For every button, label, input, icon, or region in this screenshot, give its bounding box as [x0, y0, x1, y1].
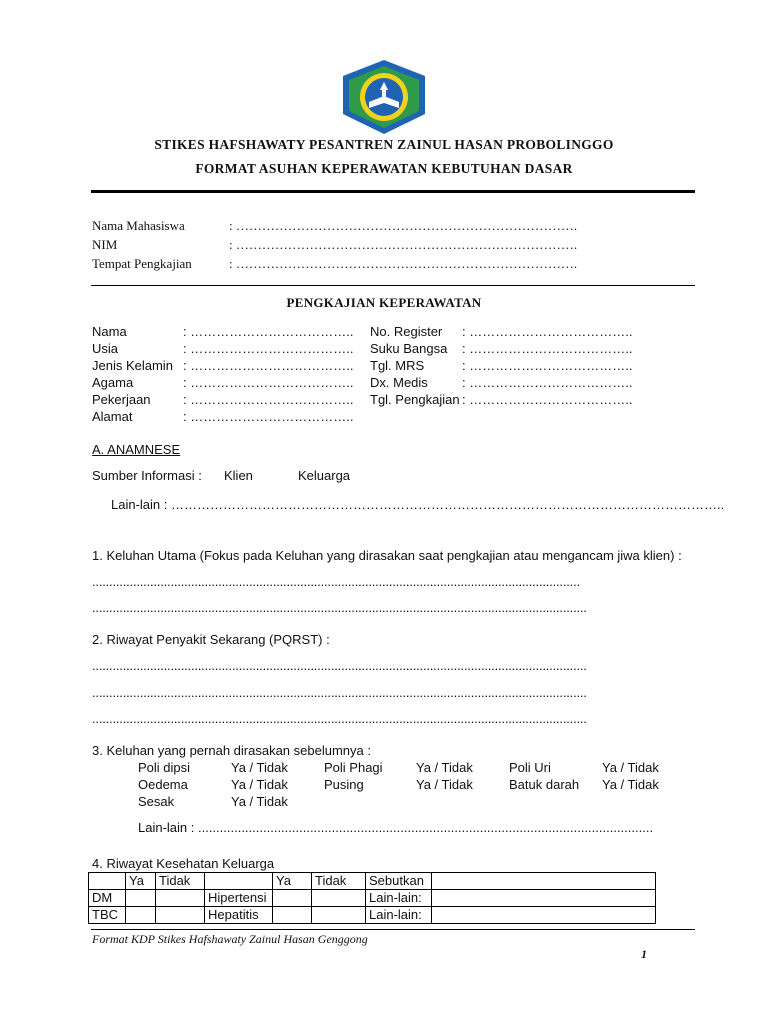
q1-chief-complaint: 1. Keluhan Utama (Fokus pada Keluhan yang dirasakan saat pengkajian atau mengancam jiwa klien) :	[92, 548, 682, 563]
logo-emblem-icon	[339, 58, 429, 136]
patient-label-name: Nama	[92, 324, 127, 339]
table-header-cell: Tidak	[312, 873, 366, 890]
q3-item-label: Oedema	[138, 777, 188, 792]
table-header-cell: Tidak	[156, 873, 205, 890]
patient-field-assessment-date[interactable]: : ………………………………..	[462, 392, 633, 407]
q3-item-choice[interactable]: Ya / Tidak	[416, 760, 473, 775]
table-cell: Lain-lain:	[366, 907, 432, 924]
source-info-label: Sumber Informasi :	[92, 468, 202, 483]
patient-label-address: Alamat	[92, 409, 133, 424]
anamnese-heading: A. ANAMNESE	[92, 442, 181, 457]
patient-label-register: No. Register	[370, 324, 443, 339]
table-checkbox-cell[interactable]	[312, 907, 366, 924]
patient-field-religion[interactable]: : ………………………………..	[183, 375, 354, 390]
student-divider	[91, 285, 695, 286]
table-checkbox-cell[interactable]	[273, 907, 312, 924]
table-checkbox-cell[interactable]	[126, 907, 156, 924]
q3-item-label: Sesak	[138, 794, 175, 809]
table-header-cell: Ya	[126, 873, 156, 890]
q3-item-choice[interactable]: Ya / Tidak	[231, 777, 288, 792]
table-cell	[432, 873, 656, 890]
student-field-name[interactable]: : …………………………………………………………………….	[229, 218, 578, 233]
q3-item-label: Poli Phagi	[324, 760, 383, 775]
student-label-place: Tempat Pengkajian	[92, 256, 192, 271]
student-field-nim[interactable]: : …………………………………………………………………….	[229, 237, 578, 252]
header-divider	[91, 190, 695, 193]
patient-label-diagnosis: Dx. Medis	[370, 375, 428, 390]
source-other-field[interactable]: Lain-lain : ………………………………………………………………………………………………………………..	[111, 497, 725, 512]
table-checkbox-cell[interactable]	[273, 890, 312, 907]
q3-previous-complaints: 3. Keluhan yang pernah dirasakan sebelumnya :	[92, 743, 371, 758]
patient-field-address[interactable]: : ………………………………..	[183, 409, 354, 424]
q3-item-choice[interactable]: Ya / Tidak	[231, 760, 288, 775]
q3-item-label: Pusing	[324, 777, 364, 792]
table-cell: DM	[89, 890, 126, 907]
table-cell: Lain-lain:	[366, 890, 432, 907]
form-title: FORMAT ASUHAN KEPERAWATAN KEBUTUHAN DASAR	[195, 161, 573, 176]
q3-item-label: Batuk darah	[509, 777, 580, 792]
q1-answer-line[interactable]: .................................................................................................................................................	[92, 600, 587, 615]
table-input-cell[interactable]	[432, 890, 656, 907]
table-row	[89, 873, 656, 890]
institution-title: STIKES HAFSHAWATY PESANTREN ZAINUL HASAN PROBOLINGGO	[154, 137, 614, 152]
q3-item-choice[interactable]: Ya / Tidak	[602, 777, 659, 792]
table-cell: Hepatitis	[205, 907, 273, 924]
q2-answer-line[interactable]: .................................................................................................................................................	[92, 711, 587, 726]
patient-label-assessment-date: Tgl. Pengkajian	[370, 392, 460, 407]
table-input-cell[interactable]	[432, 907, 656, 924]
table-cell	[205, 873, 273, 890]
patient-label-gender: Jenis Kelamin	[92, 358, 173, 373]
patient-field-ethnicity[interactable]: : ………………………………..	[462, 341, 633, 356]
page-number: 1	[641, 947, 647, 961]
patient-label-mrs-date: Tgl. MRS	[370, 358, 425, 373]
student-field-place[interactable]: : …………………………………………………………………….	[229, 256, 578, 271]
table-row	[89, 890, 656, 907]
q4-family-history: 4. Riwayat Kesehatan Keluarga	[92, 856, 275, 871]
q3-other-field[interactable]: Lain-lain : ..............................................................................................................................	[138, 820, 654, 835]
family-history-table	[88, 872, 656, 924]
patient-field-gender[interactable]: : ………………………………..	[183, 358, 354, 373]
table-header-cell: Ya	[273, 873, 312, 890]
q3-item-choice[interactable]: Ya / Tidak	[231, 794, 288, 809]
table-cell: TBC	[89, 907, 126, 924]
q2-answer-line[interactable]: .................................................................................................................................................	[92, 658, 587, 673]
section-title: PENGKAJIAN KEPERAWATAN	[286, 295, 482, 310]
table-checkbox-cell[interactable]	[126, 890, 156, 907]
table-cell	[89, 873, 126, 890]
table-checkbox-cell[interactable]	[312, 890, 366, 907]
patient-label-religion: Agama	[92, 375, 134, 390]
table-header-cell: Sebutkan	[366, 873, 432, 890]
patient-label-age: Usia	[92, 341, 119, 356]
q3-item-label: Poli Uri	[509, 760, 551, 775]
q2-current-illness: 2. Riwayat Penyakit Sekarang (PQRST) :	[92, 632, 330, 647]
patient-field-register[interactable]: : ………………………………..	[462, 324, 633, 339]
table-cell: Hipertensi	[205, 890, 273, 907]
q2-answer-line[interactable]: .................................................................................................................................................	[92, 685, 587, 700]
q3-item-choice[interactable]: Ya / Tidak	[416, 777, 473, 792]
footer-text: Format KDP Stikes Hafshawaty Zainul Hasan Genggong	[92, 932, 368, 946]
patient-field-mrs-date[interactable]: : ………………………………..	[462, 358, 633, 373]
source-option-client[interactable]: Klien	[224, 468, 253, 483]
patient-field-job[interactable]: : ………………………………..	[183, 392, 354, 407]
source-option-family[interactable]: Keluarga	[298, 468, 351, 483]
patient-field-name[interactable]: : ………………………………..	[183, 324, 354, 339]
footer-divider	[91, 929, 695, 930]
patient-field-diagnosis[interactable]: : ………………………………..	[462, 375, 633, 390]
student-label-nim: NIM	[92, 237, 118, 252]
table-checkbox-cell[interactable]	[156, 907, 205, 924]
table-row	[89, 907, 656, 924]
q3-item-label: Poli dipsi	[138, 760, 191, 775]
student-label-name: Nama Mahasiswa	[92, 218, 185, 233]
q1-answer-line[interactable]: ...............................................................................................................................................	[92, 574, 580, 589]
patient-label-ethnicity: Suku Bangsa	[370, 341, 448, 356]
institution-logo	[339, 58, 429, 136]
q3-item-choice[interactable]: Ya / Tidak	[602, 760, 659, 775]
table-checkbox-cell[interactable]	[156, 890, 205, 907]
patient-label-job: Pekerjaan	[92, 392, 151, 407]
patient-field-age[interactable]: : ………………………………..	[183, 341, 354, 356]
